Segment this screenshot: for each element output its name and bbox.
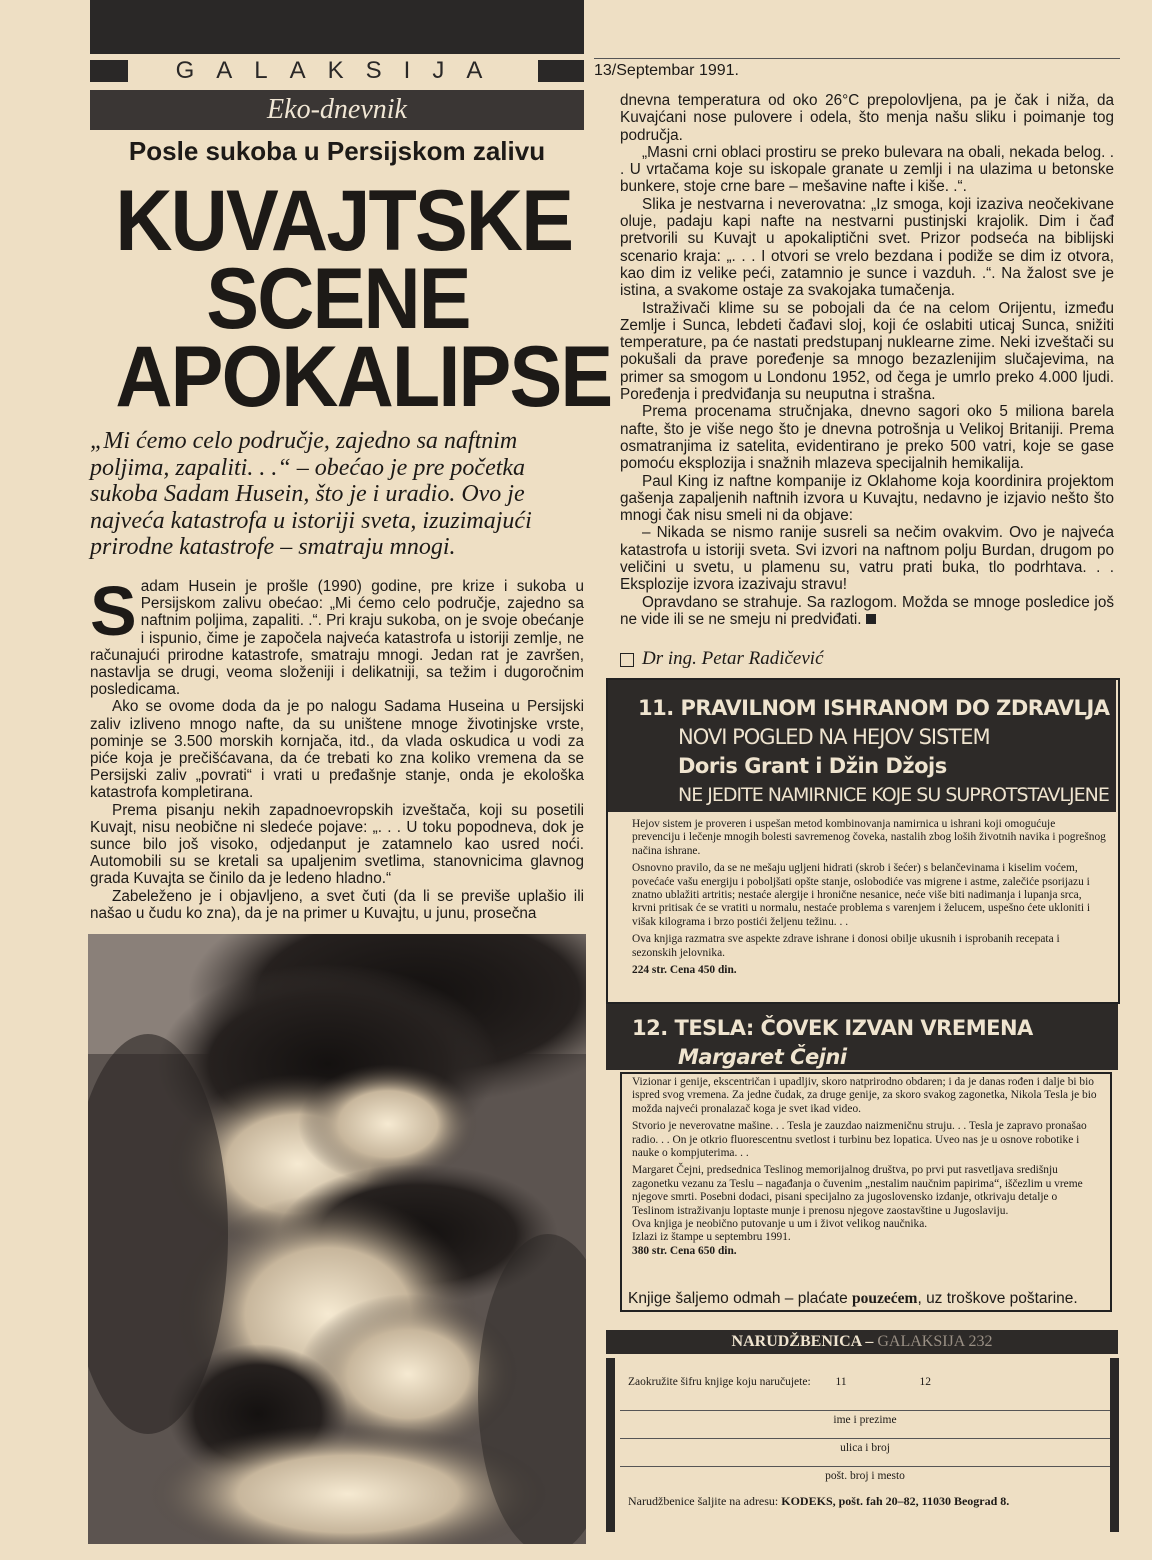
ad11-text-1: Hejov sistem je proveren i uspešan metod kombinovanja namirnica u ishrani koji omogućuje prevenciju i lečenje mnogih bolesti savremenog čoveka, nastalih zbog loših životnih navika i pogrešnog načina ishrane. xyxy=(632,818,1106,857)
article-body-left xyxy=(90,572,584,922)
book-ad-12-text xyxy=(632,1076,1102,1262)
section-title: Eko-dnevnik xyxy=(90,90,584,130)
order-bar-title: NARUDŽBENICA – xyxy=(731,1333,874,1350)
paragraph-r5: Prema procenama stručnjaka, dnevno sagori oko 5 miliona barela nafte, što je više nego što je dnevna potrošnja u Velikoj Britaniji. Prema osmatranjima iz satelita, evidentirano je preko 500 vatri, koje se gase pomoću eksplozija i snažnih mlazeva specijalnih hemikalija. xyxy=(620,403,1114,473)
masthead-bar xyxy=(90,0,584,54)
photo-illustration xyxy=(88,934,586,1544)
form-right-edge xyxy=(1110,1358,1119,1532)
order-option-11[interactable]: 11 xyxy=(835,1376,847,1388)
paragraph-3: Prema pisanju nekih zapadnoevropskih izveštača, koji su posetili Kuvajt, nisu neobične ni sledeće pojave: „. . . U toku popodneva, dok je sunce bilo još visoko, odjedanput je zatamnelo kao usred noći. Automobili su se kretali sa upaljenim svetlima, stanovnicima glavnog grada Kuvajta se činilo da je ledeno hladno.“ xyxy=(90,801,584,888)
ad11-subtitle: NOVI POGLED NA HEJOV SISTEM xyxy=(678,725,990,749)
ad12-text-5: Izlazi iz štampe u septembru 1991. xyxy=(632,1231,791,1244)
order-address xyxy=(628,1494,1009,1509)
masthead-block-left xyxy=(90,60,128,82)
order-note xyxy=(628,1290,1118,1308)
ad12-text-3: Margaret Čejni, predsednica Teslinog memorijalnog društva, po prvi put rasvetljava središnju zagonetku vezanu za Teslu – nagađanja o čuvenim „nestalim naučnim papirima“, iščezlim u vreme njegove smrti. Posebni dodaci, pisani specijalno za jugoslovensko izdanje, otkrivaju detalje o Teslinom istraživanju loptaste munje i prenosu njegove zaostavštine u Jugoslaviju. xyxy=(632,1164,1083,1217)
ad12-author: Margaret Čejni xyxy=(678,1045,847,1069)
postal-field-label: pošt. broj i mesto xyxy=(825,1470,905,1482)
order-address-value: KODEKS, pošt. fah 20–82, 11030 Beograd 8. xyxy=(781,1494,1010,1508)
form-left-edge xyxy=(606,1358,615,1532)
order-note-a: Knjige šaljemo odmah – plaćate xyxy=(628,1290,853,1307)
paragraph-r6: Paul King iz naftne kompanije iz Oklahome koja koordinira projektom gašenja zapaljenih naftnih izvora u Kuvajtu, nedavno je izjavio nešto što mnogi čak nisu smeli ni da objave: xyxy=(620,472,1114,525)
book-ad-12-header xyxy=(606,1004,1118,1070)
paragraph-1 xyxy=(90,572,584,699)
name-field-label: ime i prezime xyxy=(833,1414,897,1426)
masthead xyxy=(90,56,584,86)
order-form-header xyxy=(606,1330,1118,1354)
book-ad-11-header xyxy=(608,680,1116,812)
order-note-b: pouzećem xyxy=(852,1290,918,1307)
headline-line-1: KUVAJTSKE xyxy=(115,173,573,269)
end-mark-icon xyxy=(866,614,876,624)
paragraph-r8-text: Opravdano se strahuje. Sa razlogom. Možda se mnoge posledice još ne vide ili se ne smeju ni predviđati. xyxy=(620,593,1114,628)
ad12-text-4: Ova knjiga je neobično putovanje u um i život velikog naučnika. xyxy=(632,1218,928,1231)
masthead-title: GALAKSIJA xyxy=(175,57,505,84)
headline-line-3: APOKALIPSE xyxy=(115,329,612,425)
ad11-title: 11. PRAVILNOM ISHRANOM DO ZDRAVLJA xyxy=(638,696,1110,720)
order-note-c: , uz troškove poštarine. xyxy=(917,1290,1078,1307)
square-bullet-icon xyxy=(620,653,634,667)
ad12-price: 380 str. Cena 650 din. xyxy=(632,1244,737,1257)
fire-smoke-photo xyxy=(88,934,586,1544)
order-instruction-text: Zaokružite šifru knjige koju naručujete: xyxy=(628,1376,811,1388)
ad11-price: 224 str. Cena 450 din. xyxy=(632,964,737,977)
order-option-12[interactable]: 12 xyxy=(919,1376,931,1388)
book-ad-11-text xyxy=(632,818,1106,981)
ad12-title: 12. TESLA: ČOVEK IZVAN VREMENA xyxy=(632,1016,1033,1040)
paragraph-r4: Istraživači klime su se pobojali da će na celom Orijentu, između Zemlje i Sunca, lebdeti čađavi sloj, koji će oslabiti uticaj Sunca, snižiti temperature, pa će nastati predstupanj nuklearne zime. Neki izveštači su pokušali da prave poređenje sa mnogo bezazlenijim slučajevima, na primer sa smogom u Londonu 1952, od čega je umrlo preko 4.000 ljudi. Poređenja i predviđanja su neuputna i strašna. xyxy=(620,299,1114,404)
name-field[interactable] xyxy=(620,1410,1110,1411)
article-body-right xyxy=(620,92,1114,628)
author-byline xyxy=(620,648,824,670)
order-instruction xyxy=(628,1376,931,1388)
issue-date: 13/Septembar 1991. xyxy=(594,62,739,79)
paragraph-r2: „Masni crni oblaci prostiru se preko bulevara na obali, nekada belog. . . U vrtačama koje su iskopale granate u zemlji i na ulazima u betonske bunkere, stoje crne bare – mešavine nafte i kiše. .“. xyxy=(620,143,1114,196)
article-kicker: Posle sukoba u Persijskom zalivu xyxy=(128,136,546,166)
street-field[interactable] xyxy=(620,1438,1110,1439)
author-name: Dr ing. Petar Radičević xyxy=(642,648,824,669)
paragraph-r7: – Nikada se nismo ranije susreli sa nečim ovakvim. Ovo je najveća katastrofa u istoriji sveta. Svi izvori na naftnom polju Burdan, drugom po veličini u svetu, u plamenu su, vatru prati buka, tlo podrhtava. . . Eksplozije izvora izazivaju stravu! xyxy=(620,524,1114,594)
article-lead: „Mi ćemo celo područje, zajedno sa naftnim poljima, zapaliti. . .“ – obećao je pre početka sukoba Sadam Husein, što je i uradio. Ovo je najveća katastrofa u istoriji sveta, izuzimajući prirodne katastrofe – smatraju mnogi. xyxy=(90,428,532,560)
paragraph-4: Zabeleženo je i objavljeno, a svet čuti (da li se previše uplašio ili našao u čudu ko zna), da je na primer u Kuvajtu, u junu, prosečna xyxy=(90,887,584,922)
article-headline xyxy=(115,173,612,425)
order-address-label: Narudžbenice šaljite na adresu: xyxy=(628,1494,782,1508)
street-field-label: ulica i broj xyxy=(840,1442,890,1454)
order-bar-issue: GALAKSIJA 232 xyxy=(877,1333,993,1350)
paragraph-r1: dnevna temperatura od oko 26°C prepolovljena, pa je čak i niža, da Kuvajćani nose pulovere i odela, što menja našu sliku i poimanje tog područja. xyxy=(620,92,1114,144)
ad11-text-2: Osnovno pravilo, da se ne mešaju ugljeni hidrati (skrob i šećer) s belančevinama i kiselim voćem, povećaće vašu energiju i poboljšati opšte stanje, oslobodiće vas migrene i astme, zalečiće psorijazu i znatno ublažiti artritis; nestaće alergije i hronične nesanice, neće više biti nadimanja i lupanja srca, krvni pritisak će se vratiti u normalu, nestaće problema s varenjem i želucem, uspešno ćete ukloniti i višak kilograma i brzo postići željenu težinu. . . xyxy=(632,862,1091,928)
drop-cap: S xyxy=(90,572,137,650)
masthead-block-right xyxy=(538,60,584,82)
headline-line-2: SCENE xyxy=(206,251,470,347)
ad12-text-2: Stvorio je neverovatne mašine. . . Tesla je zauzdao naizmeničnu struju. . . Tesla je zapravo pronašao radio. . . On je otkrio fluorescentnu svetlost i turbinu bez lopatica. Uveo nas je u osnove robotike i nauke o kompjuterima. . . xyxy=(632,1120,1087,1160)
postal-field[interactable] xyxy=(620,1466,1110,1467)
paragraph-1-text: adam Husein je prošle (1990) godine, pre krize i sukoba u Persijskom zalivu obećao: „Mi ćemo celo područje, zajedno sa naftnim poljima, zapaliti. .“. Pri kraju sukoba, on je svoje obećanje i ispunio, čime je započela najveća katastrofa u istoriji zemlje, ne računajući prirodne katastrofe, smatraju mnogi. Jedan rat je završen, nastavlja se drugi, veoma složeniji i delikatniji, sa težim i dugoročnim posledicama. xyxy=(90,578,584,699)
page-rule xyxy=(594,58,1120,59)
ad12-text-1: Vizionar i genije, ekscentričan i upadljiv, skoro natprirodno obdaren; i da je danas rođen i dalje bi bio ispred svog vremena. Za jedne čudak, za druge genije, za skoro svakog zagonetka, Nikola Tesla je bio možda najveći pronalazač koga je svet ikad video. xyxy=(632,1076,1097,1115)
ad11-authors: Doris Grant i Džin Džojs xyxy=(678,754,947,778)
ad11-text-3: Ova knjiga razmatra sve aspekte zdrave ishrane i donosi obilje ukusnih i isprobanih recepata i sezonskih jelovnika. xyxy=(632,933,1060,959)
paragraph-2: Ako se ovome doda da je po nalogu Sadama Huseina u Persijski zaliv izliveno mnogo nafte, da su uništene mnoge životinjske vrste, pominje se 3.500 morskih kornjača, itd., da vlada oskudica u vodi za piće koja je prečišćavana, da će trebati ko zna koliko vremena da se Persijski zaliv „povrati“ i vrati u pređašnje stanje, onda je ekološka katastrofa kompletirana. xyxy=(90,698,584,802)
ad11-tagline: NE JEDITE NAMIRNICE KOJE SU SUPROTSTAVLJENE xyxy=(678,784,1109,806)
paragraph-r3: Slika je nestvarna i neverovatna: „Iz smoga, koji izaziva neočekivane oluje, padaju kapi nafte na nestvarni pustinjski krajolik. Dim i čađ pretvorili su Kuvajt u apokaliptični svet. Prizor podseća na biblijski scenario kraja: „. . . I otvori se vrelo bezdana i podiže se dim iz otvora, kao dim iz velike peći, zatamnio je sunce i vazduh. .“. Na žalost sve je istina, a svakome ostaje za svakojaka tumačenja. xyxy=(620,195,1114,300)
paragraph-r8 xyxy=(620,594,1114,629)
